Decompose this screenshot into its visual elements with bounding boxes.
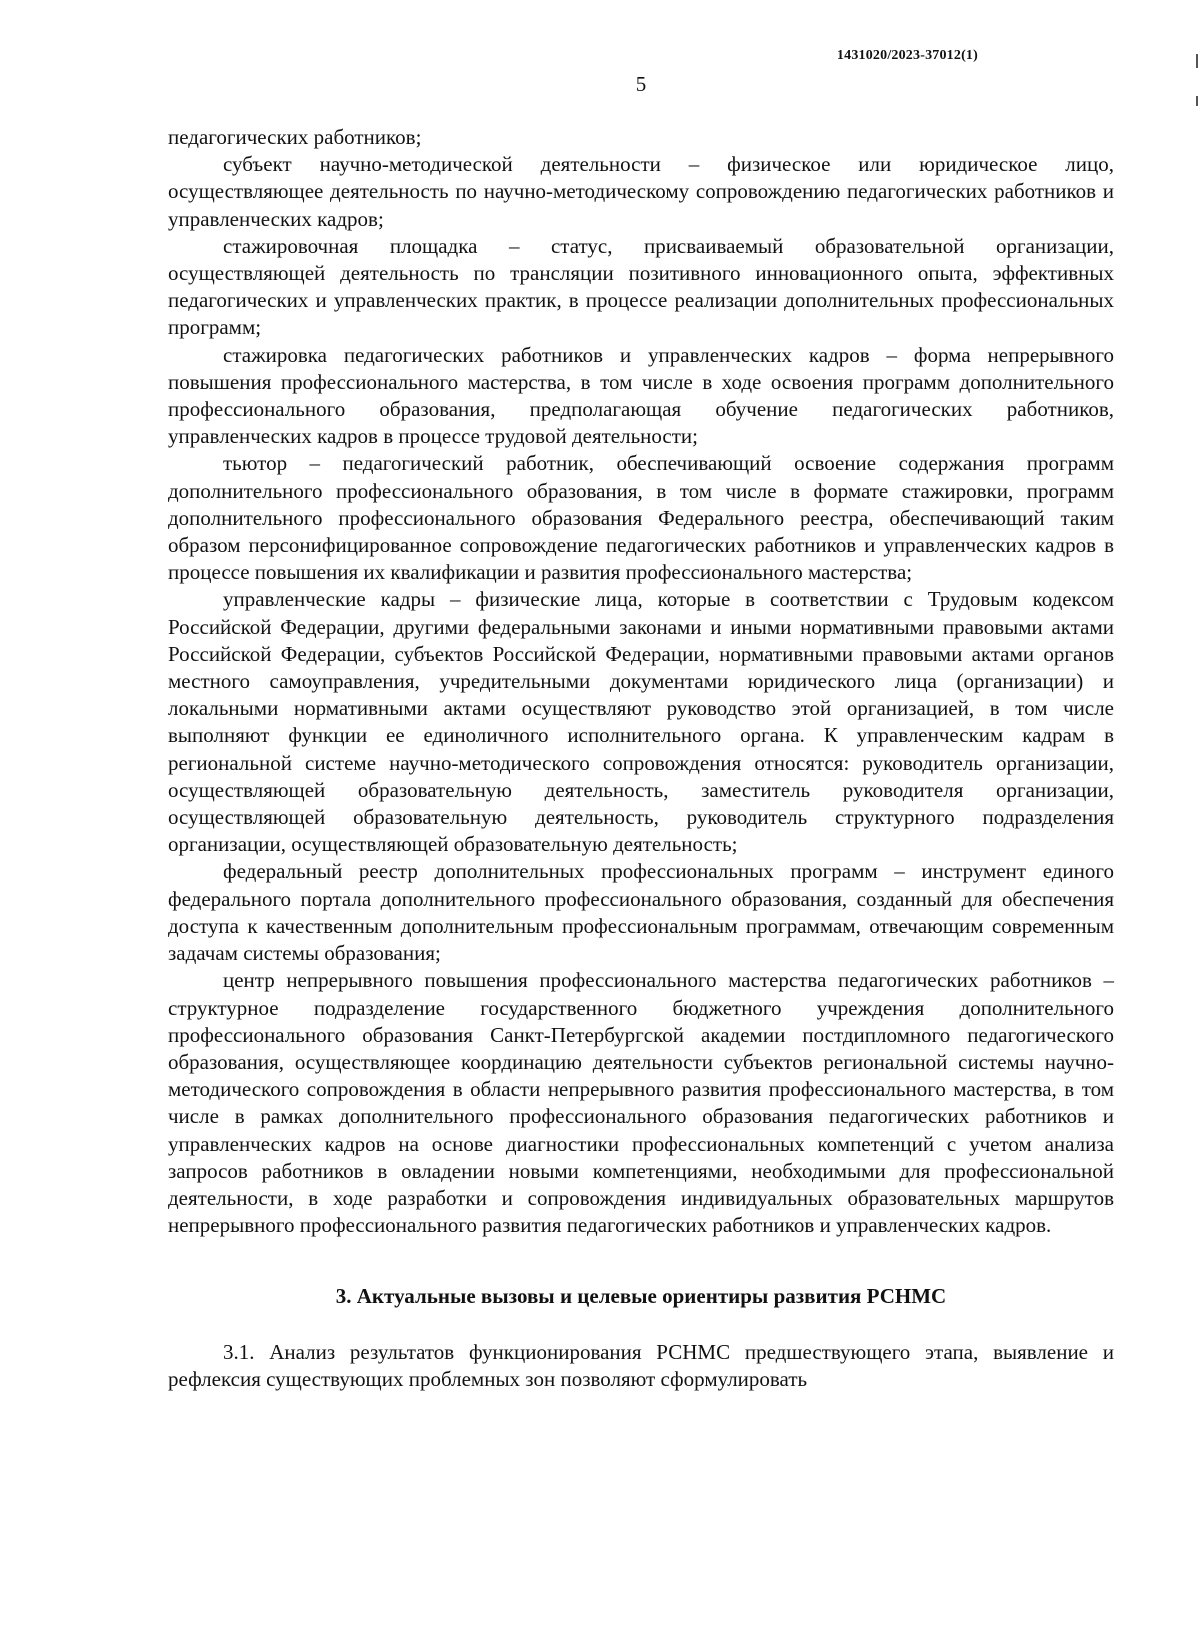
definition-paragraph: субъект научно-методической деятельности – физическое или юридическое лицо, осуществляющее деятельность по научно-методическому сопровождению педагогических работников и управленческих кадров; — [168, 152, 1114, 231]
definition-paragraph: стажировка педагогических работников и управленческих кадров – форма непрерывного повышения профессионального мастерства, в том числе в ходе освоения программ дополнительного профессионального образования, предполагающая обучение педагогических работников, управленческих кадров в процессе трудовой деятельности; — [168, 342, 1114, 449]
paragraph-continuation: педагогических работников; — [168, 125, 422, 149]
definition-paragraph: центр непрерывного повышения профессионального мастерства педагогических работников – структурное подразделение государственного бюджетного учреждения дополнительного профессионального образования Санкт-Петербургской академии постдипломного педагогического образования, осуществляющее координацию деятельности субъектов региональной системы научно-методического сопровождения в области непрерывного развития профессионального мастерства, в том числе в рамках дополнительного профессионального образования педагогических работников и управленческих кадров на основе диагностики профессиональных компетенций с учетом анализа запросов работников в овладении новыми компетенциями, необходимыми для профессиональной деятельности, в ходе разработки и сопровождения индивидуальных образовательных маршрутов непрерывного профессионального развития педагогических работников и управленческих кадров. — [168, 968, 1114, 1238]
section-paragraph: 3.1. Анализ результатов функционирования РСНМС предшествующего этапа, выявление и рефлексия существующих проблемных зон позволяют сформулировать — [168, 1339, 1114, 1391]
section-heading: 3. Актуальные вызовы и целевые ориентиры развития РСНМС — [335, 1284, 947, 1309]
document-number: 1431020/2023-37012(1) — [836, 48, 978, 63]
definition-paragraph: федеральный реестр дополнительных профессиональных программ – инструмент единого федерального портала дополнительного профессионального образования, созданный для обеспечения доступа к качественным дополнительным профессиональным программам, отвечающим современным задачам системы образования; — [168, 859, 1114, 966]
definition-paragraph: тьютор – педагогический работник, обеспечивающий освоение содержания программ дополнительного профессионального образования, в том числе в формате стажировки, программ дополнительного профессионального образования Федерального реестра, обеспечивающий таким образом персонифицированное сопровождение педагогических работников и управленческих кадров в процессе повышения их квалификации и развития профессионального мастерства; — [168, 451, 1114, 585]
document-body — [168, 124, 1114, 1393]
definition-paragraph: управленческие кадры – физические лица, которые в соответствии с Трудовым кодексом Российской Федерации, другими федеральными законами и иными нормативными правовыми актами Российской Федерации, субъектов Российской Федерации, нормативными правовыми актами органов местного самоуправления, учредительными документами юридического лица (организации) и локальными нормативными актами осуществляют руководство этой организацией, в том числе выполняют функции ее единоличного исполнительного органа. К управленческим кадрам в региональной системе научно-методического сопровождения относятся: руководитель организации, осуществляющей образовательную деятельность, заместитель руководителя организации, осуществляющей образовательную деятельность, руководитель структурного подразделения организации, осуществляющей образовательную деятельность; — [168, 587, 1114, 857]
scan-margin-mark — [1196, 96, 1198, 106]
definition-paragraph: стажировочная площадка – статус, присваиваемый образовательной организации, осуществляющей деятельность по трансляции позитивного инновационного опыта, эффективных педагогических и управленческих практик, в процессе реализации дополнительных профессиональных программ; — [168, 233, 1114, 340]
scan-margin-mark — [1196, 54, 1198, 68]
page-number: 5 — [635, 72, 647, 96]
